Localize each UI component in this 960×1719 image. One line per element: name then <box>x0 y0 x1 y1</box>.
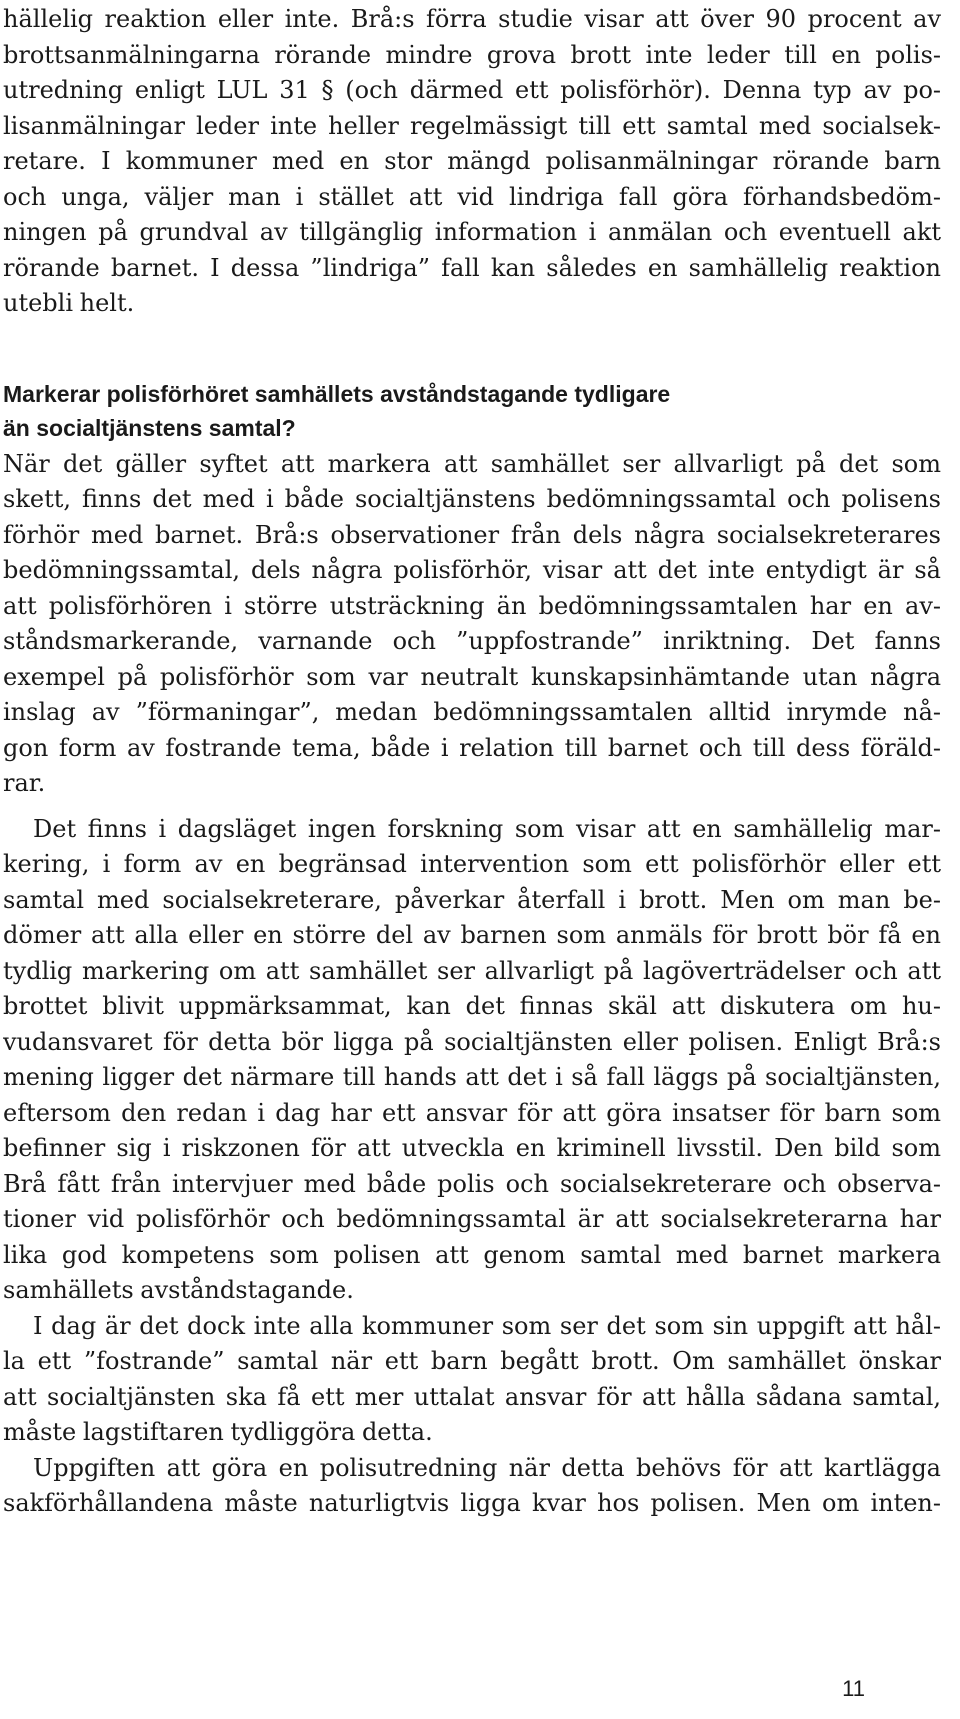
text-line: måste lagstiftaren tydliggöra detta. <box>3 1418 433 1446</box>
paragraph-3 <box>3 1309 941 1451</box>
text-line: brottsanmälningarna rörande mindre grova brott inte leder till en polis- <box>3 40 941 69</box>
text-line: kering, i form av en begränsad intervention som ett polisförhör eller ett <box>3 850 941 878</box>
text-line: samhällets avståndstagande. <box>3 1276 354 1304</box>
paragraph-2 <box>3 812 941 1309</box>
text-line: utebli helt. <box>3 289 135 317</box>
text-line: I dag är det dock inte alla kommuner som ser det som sin uppgift att hål- <box>33 1311 941 1340</box>
text-line: att socialtjänsten ska få ett mer uttalat ansvar för att hålla sådana samtal, <box>3 1382 941 1411</box>
text-line: la ett ”fostrande” samtal när ett barn begått brott. Om samhället önskar <box>3 1347 941 1375</box>
page-number: 11 <box>842 1676 865 1701</box>
text-line: mening ligger det närmare till hands att det i så fall läggs på socialtjänsten, <box>3 1063 941 1091</box>
text-line: förhör med barnet. Brå:s observationer från dels några socialsekreterares <box>3 520 941 549</box>
text-line: Brå fått från intervjuer med både polis och socialsekreterare och observa- <box>3 1169 941 1198</box>
section-heading <box>3 377 941 445</box>
text-line: bedömningssamtal, dels några polisförhör, visar att det inte entydigt är så <box>3 556 941 584</box>
text-line: eftersom den redan i dag har ett ansvar för att göra insatser för barn som <box>3 1098 941 1127</box>
text-line: Uppgiften att göra en polisutredning när detta behövs för att kartlägga <box>33 1453 941 1482</box>
paragraph-4 <box>3 1451 941 1522</box>
text-line: skett, finns det med i både socialtjänstens bedömningssamtal och polisens <box>3 485 941 513</box>
intro-paragraph <box>3 2 941 322</box>
heading-line: än socialtjänstens samtal? <box>3 414 296 441</box>
text-line: När det gäller syftet att markera att samhället ser allvarligt på det som <box>3 449 941 478</box>
text-line: befinner sig i riskzonen för att utveckla en kriminell livsstil. Den bild som <box>3 1134 941 1162</box>
text-line: och unga, väljer man i stället att vid lindriga fall göra förhandsbedöm- <box>3 182 941 211</box>
heading-line: Markerar polisförhöret samhällets avståndstagande tydligare <box>3 380 671 407</box>
text-line: retare. I kommuner med en stor mängd polisanmälningar rörande barn <box>3 147 941 175</box>
text-line: lika god kompetens som polisen att genom samtal med barnet markera <box>3 1240 941 1269</box>
text-line: lisanmälningar leder inte heller regelmässigt till ett samtal med socialsek- <box>3 111 941 140</box>
text-line: tydlig markering om att samhället ser allvarligt på lagöverträdelser och att <box>3 956 941 985</box>
text-line: vudansvaret för detta bör ligga på socialtjänsten eller polisen. Enligt Brå:s <box>3 1027 941 1056</box>
text-line: att polisförhören i större utsträckning än bedömningssamtalen har en av- <box>3 591 941 620</box>
text-line: dömer att alla eller en större del av barnen som anmäls för brott bör få en <box>3 921 941 949</box>
text-line: exempel på polisförhör som var neutralt kunskapsinhämtande utan några <box>3 662 941 691</box>
text-line: samtal med socialsekreterare, påverkar återfall i brott. Men om man be- <box>3 885 941 914</box>
text-line: hällelig reaktion eller inte. Brå:s förra studie visar att över 90 procent av <box>3 5 941 33</box>
text-line: utredning enligt LUL 31 § (och därmed ett polisförhör). Denna typ av po- <box>3 76 941 104</box>
text-line: sakförhållandena måste naturligtvis ligga kvar hos polisen. Men om inten- <box>3 1489 941 1517</box>
text-line: ståndsmarkerande, varnande och ”uppfostrande” inriktning. Det fanns <box>3 627 941 655</box>
paragraph-1 <box>3 447 941 802</box>
text-line: tioner vid polisförhör och bedömningssamtal är att socialsekreterarna har <box>3 1205 941 1233</box>
text-line: ningen på grundval av tillgänglig information i anmälan och eventuell akt <box>3 218 941 246</box>
text-line: inslag av ”förmaningar”, medan bedömningssamtalen alltid inrymde nå- <box>3 698 941 726</box>
text-line: rörande barnet. I dessa ”lindriga” fall kan således en samhällelig reaktion <box>3 253 941 282</box>
text-line: gon form av fostrande tema, både i relation till barnet och till dess föräld- <box>3 733 941 762</box>
document-page <box>3 0 941 1522</box>
text-line: rar. <box>3 769 46 797</box>
text-line: Det finns i dagsläget ingen forskning som visar att en samhällelig mar- <box>33 814 941 843</box>
text-line: brottet blivit uppmärksammat, kan det finnas skäl att diskutera om hu- <box>3 992 941 1020</box>
